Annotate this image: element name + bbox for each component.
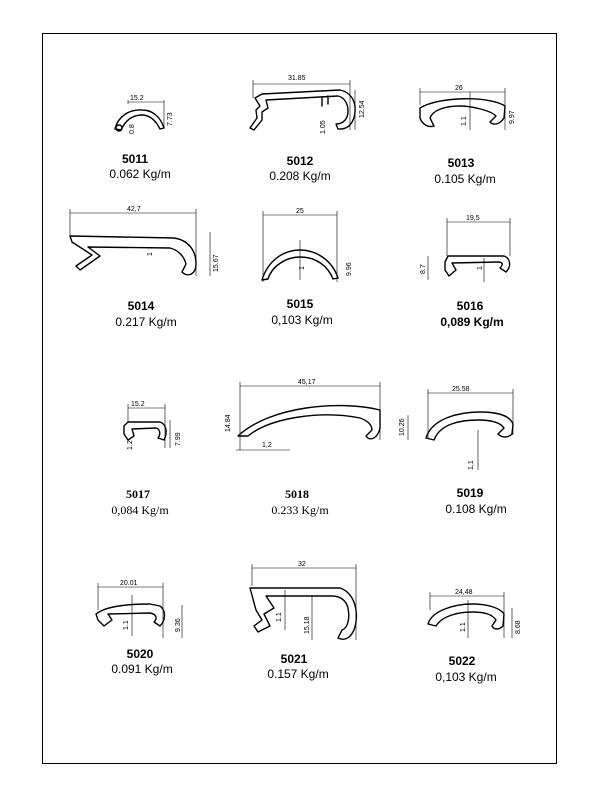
profile-5019-code: 5019 <box>456 486 484 500</box>
profile-5011-height-dim: 7.73 <box>167 112 174 126</box>
profile-5019-extra-dim: 1,1 <box>468 460 475 470</box>
profile-5018-extra-dim: 1,2 <box>262 442 272 449</box>
profile-5013-extra-dim: 1.1 <box>461 116 468 126</box>
profile-5016-drawing <box>420 215 510 282</box>
profile-5020-extra-dim: 1.1 <box>123 620 130 630</box>
profile-5020-drawing <box>96 580 182 638</box>
profile-5015-code: 5015 <box>286 297 314 311</box>
profile-5018-drawing <box>225 379 380 450</box>
profile-5012-weight: 0.208 Kg/m <box>269 169 331 183</box>
profile-5017-extra-dim: 1.2 <box>127 440 134 450</box>
profile-5021-height-dim: 15.18 <box>304 616 311 634</box>
profile-5014-width-dim: 42,7 <box>127 206 141 213</box>
profile-5012-drawing <box>250 75 366 134</box>
profile-5013-drawing <box>420 85 516 130</box>
profile-5011-weight: 0.062 Kg/m <box>109 167 171 181</box>
profile-5020-height-dim: 9.36 <box>175 618 182 632</box>
profile-5011-code: 5011 <box>121 152 149 166</box>
profile-5018-code: 5018 <box>285 487 309 501</box>
profile-5017-width-dim: 15.2 <box>131 401 145 408</box>
profile-5020-code: 5020 <box>126 647 154 661</box>
profile-5022-code: 5022 <box>448 654 476 668</box>
profile-5018-width-dim: 45,17 <box>298 379 316 386</box>
profile-5015-extra-dim: 1 <box>299 266 306 270</box>
profile-5021-drawing <box>250 561 356 640</box>
profile-5021-code: 5021 <box>280 652 308 666</box>
profile-5017-height-dim: 7.99 <box>175 432 182 446</box>
profile-5012-width-dim: 31.85 <box>288 75 306 82</box>
profile-5012-extra-dim: 1.05 <box>320 120 327 134</box>
profile-5014-weight: 0.217 Kg/m <box>115 315 177 329</box>
profile-5013-height-dim: 9.97 <box>509 110 516 124</box>
profile-5012-height-dim: 12.54 <box>359 100 366 118</box>
profile-5015-width-dim: 25 <box>296 208 304 215</box>
profile-5013-weight: 0.105 Kg/m <box>434 172 496 186</box>
profile-5015-weight: 0,103 Kg/m <box>271 313 333 327</box>
profile-5022-height-dim: 8.68 <box>515 620 522 634</box>
profile-5017-weight: 0,084 Kg/m <box>111 503 169 517</box>
profile-5011-width-dim: 15.2 <box>130 95 144 102</box>
profile-5019-height-dim: 10.26 <box>399 418 406 436</box>
profile-5021-weight: 0.157 Kg/m <box>267 667 329 681</box>
profile-5014-code: 5014 <box>127 299 155 313</box>
profile-5013-code: 5013 <box>447 156 475 170</box>
profile-5019-width-dim: 25.58 <box>452 386 470 393</box>
profile-5019-weight: 0.108 Kg/m <box>445 502 507 516</box>
profile-5018-weight: 0.233 Kg/m <box>271 503 329 517</box>
profile-5015-height-dim: 9.96 <box>346 262 353 276</box>
profile-5016-height-dim: 8.7 <box>420 264 427 274</box>
profile-5016-code: 5016 <box>456 299 484 313</box>
profile-5015-drawing <box>262 208 353 282</box>
profile-5014-extra-dim: 1 <box>147 252 154 256</box>
profile-5021-extra-dim: 1.1 <box>276 612 283 622</box>
profile-5014-drawing <box>70 206 220 276</box>
profile-5020-width-dim: 20.01 <box>120 580 138 587</box>
profile-5012-code: 5012 <box>286 154 314 168</box>
profile-5022-extra-dim: 1.1 <box>460 622 467 632</box>
profile-5019-drawing <box>399 386 513 470</box>
profile-5020-weight: 0.091 Kg/m <box>111 662 173 676</box>
profile-5016-extra-dim: 1 <box>477 266 484 270</box>
profile-5022-weight: 0,103 Kg/m <box>435 670 497 684</box>
profile-5016-width-dim: 19,5 <box>466 215 480 222</box>
profile-5011-extra-dim: 0.8 <box>129 124 136 134</box>
profile-5021-width-dim: 32 <box>298 561 306 568</box>
profile-5022-width-dim: 24,48 <box>455 589 473 596</box>
profile-5017-drawing <box>124 401 182 450</box>
profile-5016-weight: 0,089 Kg/m <box>440 315 504 329</box>
profile-5017-code: 5017 <box>126 487 150 501</box>
profile-5013-width-dim: 26 <box>455 85 463 92</box>
profile-5022-drawing <box>428 589 522 638</box>
profile-5018-height-dim: 14.84 <box>225 414 232 432</box>
profile-5014-height-dim: 15.67 <box>213 254 220 272</box>
profile-5011-drawing <box>115 95 174 134</box>
